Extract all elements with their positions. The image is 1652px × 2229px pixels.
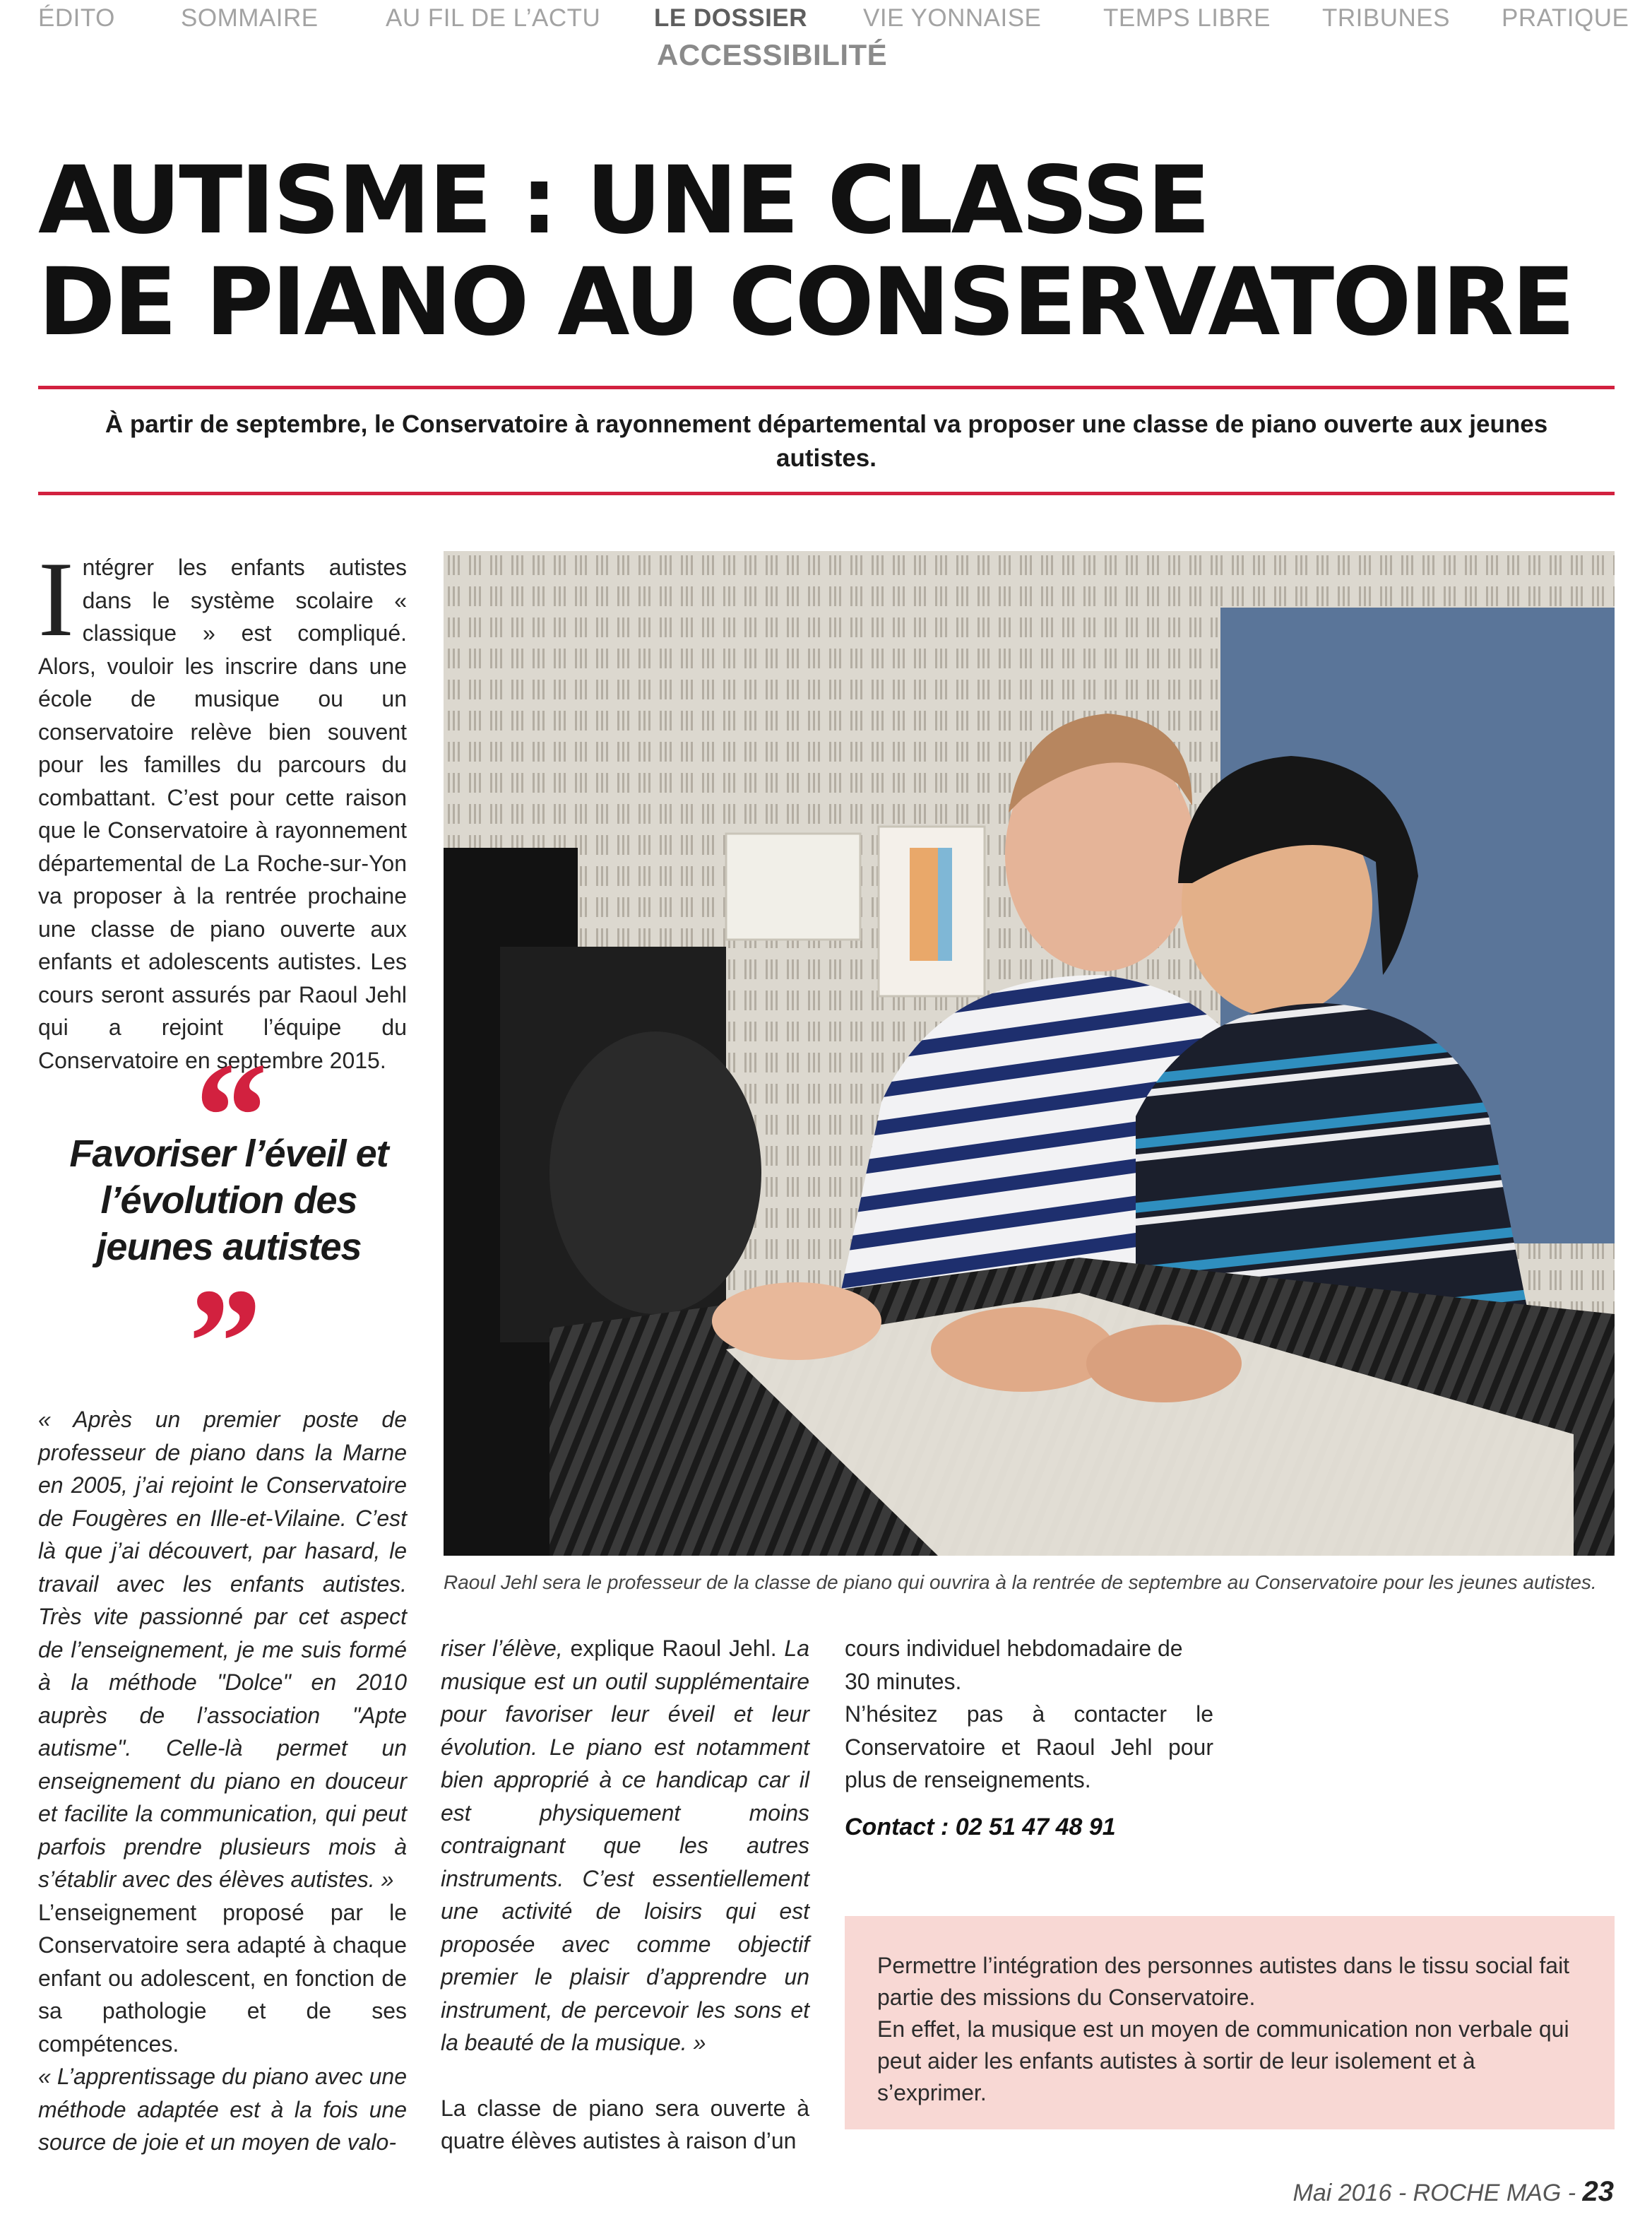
body-paragraph-3: La classe de piano sera ouverte à quatre élèves autistes à raison d’un: [441, 2095, 809, 2153]
footer-date: Mai 2016: [1293, 2180, 1392, 2206]
info-box-line-2: En effet, la musique est un moyen de communication non verbale qui peut aider les enfants autistes à sortir de leur isolement et à s’exprimer.: [877, 2016, 1569, 2105]
page-title: [38, 146, 1620, 357]
quote-fragment: riser l’élève,: [441, 1636, 563, 1661]
section-nav: [38, 4, 1629, 40]
title-line-1: AUTISME : UNE CLASSE: [38, 146, 1209, 255]
info-box: [845, 1916, 1615, 2129]
nav-item-sommaire[interactable]: SOMMAIRE: [181, 4, 319, 32]
article-column-2: [441, 1632, 809, 2158]
chapo: À partir de septembre, le Conservatoire à rayonnement départemental va proposer une classe de piano ouverte aux jeunes autistes.: [105, 410, 1548, 472]
article-column-1: [38, 1403, 407, 2159]
open-quote-icon: “: [187, 1030, 265, 1202]
nav-item-tribunes[interactable]: TRIBUNES: [1322, 4, 1450, 32]
photo-caption: Raoul Jehl sera le professeur de la classe de piano qui ouvrira à la rentrée de septembre au Conservatoire pour les jeunes autistes.: [444, 1571, 1597, 1593]
close-quote-icon: ”: [180, 1256, 258, 1429]
nav-item-pratique[interactable]: PRATIQUE: [1502, 4, 1629, 32]
body-paragraph-5: N’hésitez pas à contacter le Conservatoire et Raoul Jehl pour plus de renseignements.: [845, 1701, 1213, 1792]
chapo-rule-bottom: [38, 492, 1615, 495]
info-box-line-1: Permettre l’intégration des personnes autistes dans le tissu social fait partie des missions du Conservatoire.: [877, 1953, 1570, 2010]
intro-paragraph: [38, 540, 407, 1077]
quote-paragraph-1: « Après un premier poste de professeur de piano dans la Marne en 2005, j’ai rejoint le Conservatoire de Fougères en Ille-et-Vilaine. C’est là que j’ai découvert, par hasard, le travail avec les enfants autistes. Très vite passionné par cet aspect de l’enseignement, je me suis formé à la méthode "Dolce" en 2010 auprès de l’association "Apte autisme". Celle-là permet un enseignement du piano en douceur et facilite la communication, qui peut parfois prendre plusieurs mois à s’établir avec des élèves autistes. »: [38, 1407, 407, 1892]
page-footer: Mai 2016 - ROCHE MAG - 23: [1293, 2176, 1614, 2207]
title-line-2: DE PIANO AU CONSERVATOIRE: [38, 248, 1574, 357]
chapo-rule-top: [38, 386, 1615, 389]
article-photo: [444, 551, 1615, 1556]
quote-paragraph-2: « L’apprentissage du piano avec une méthode adaptée est à la fois une source de joie et un moyen de valo-: [38, 2064, 407, 2155]
section-label: ACCESSIBILITÉ: [657, 38, 888, 71]
nav-item-fil-actu[interactable]: AU FIL DE L’ACTU: [386, 4, 601, 32]
body-paragraph-4: cours individuel hebdomadaire de 30 minutes.: [845, 1636, 1183, 1694]
nav-item-edito[interactable]: ÉDITO: [38, 4, 115, 32]
page-number: 23: [1582, 2176, 1614, 2207]
footer-magazine: ROCHE MAG: [1413, 2180, 1562, 2206]
drop-cap: I: [38, 540, 74, 658]
article-column-3: [845, 1632, 1213, 1843]
intro-column: [38, 540, 407, 1077]
quote-attribution: explique Raoul Jehl.: [562, 1636, 785, 1661]
nav-item-vie-yonnaise[interactable]: VIE YONNAISE: [863, 4, 1042, 32]
intro-text: ntégrer les enfants autistes dans le système scolaire « classique » est compliqué. Alors, vouloir les inscrire dans une école de musique ou un conservatoire relève bien souvent pour les familles du parcours du combattant. C’est pour cette raison que le Conservatoire à rayonnement départemental de La Roche-sur-Yon va proposer à la rentrée prochaine une classe de piano ouverte aux enfants et adolescents autistes. Les cours seront assurés par Raoul Jehl qui a rejoint l’équipe du Conservatoire en septembre 2015.: [38, 555, 407, 1073]
body-paragraph-1: L’enseignement proposé par le Conservatoire sera adapté à chaque enfant ou adolescent, en fonction de sa pathologie et de ses compétences.: [38, 1899, 407, 2057]
nav-item-dossier[interactable]: LE DOSSIER: [654, 4, 807, 32]
pull-quote: Favoriser l’éveil et l’évolution des jeunes autistes: [69, 1133, 388, 1268]
quote-continuation: La musique est un outil supplémentaire pour favoriser leur éveil et leur évolution. Le piano est notamment bien approprié à ce handicap car il est physiquement moins contraignant que les autres instruments. C’est essentiellement une activité de loisirs qui est proposée avec comme objectif premier le plaisir d’apprendre un instrument, de percevoir les sons et la beauté de la musique. »: [441, 1636, 810, 2055]
nav-item-temps-libre[interactable]: TEMPS LIBRE: [1103, 4, 1271, 32]
body-paragraph-2: [441, 1632, 809, 2059]
contact-phone: Contact : 02 51 47 48 91: [845, 1813, 1116, 1840]
